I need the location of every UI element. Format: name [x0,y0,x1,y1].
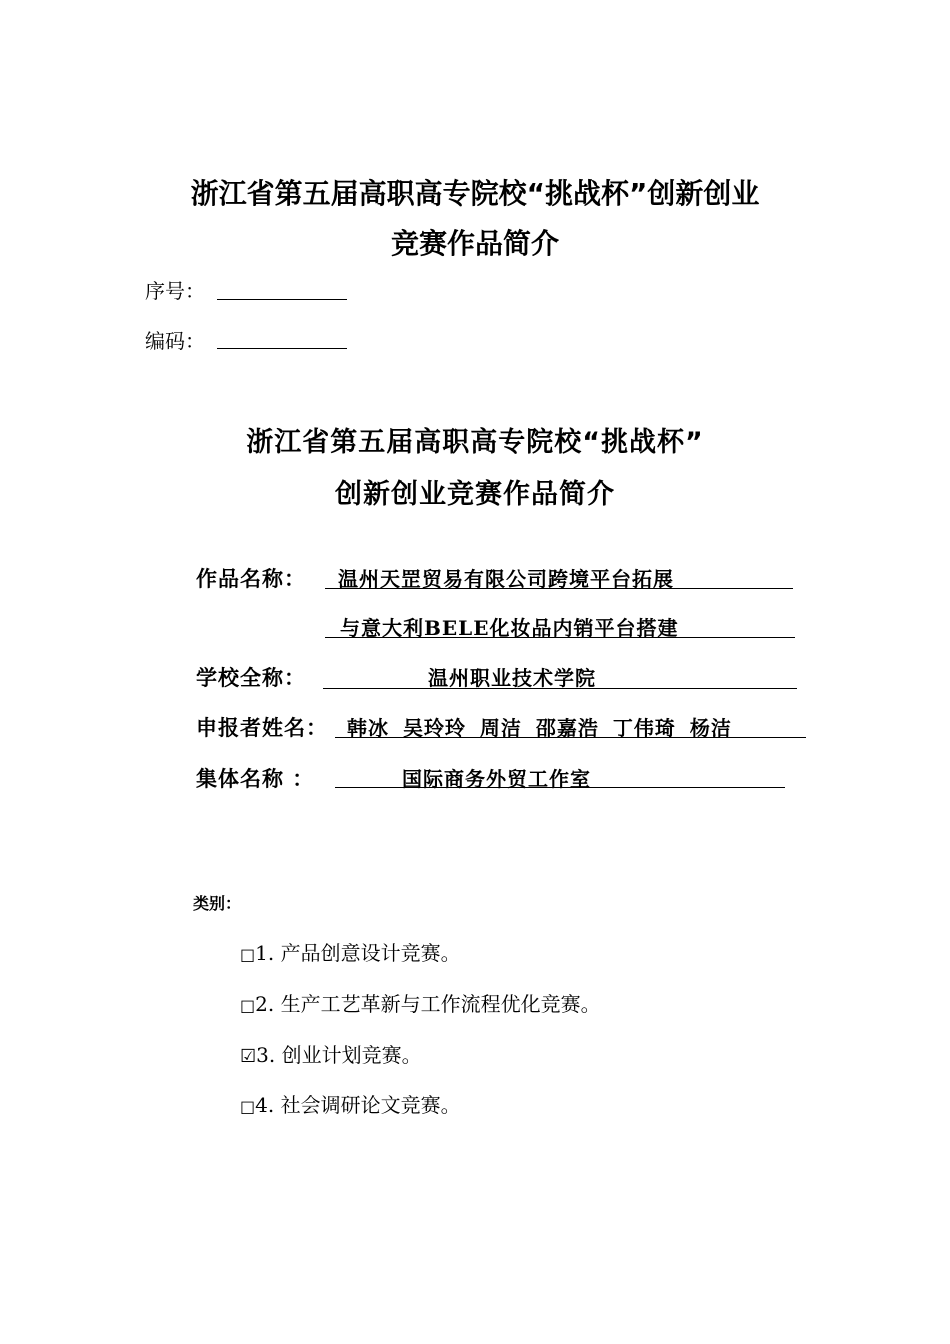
school-label: 学校全称： [196,665,306,690]
checked-checkbox-icon[interactable]: ☑ [240,1046,257,1067]
category-item-label: 2. 生产工艺革新与工作流程优化竞赛。 [255,992,601,1016]
checkbox-icon[interactable]: □ [240,1097,256,1116]
code-blank[interactable] [217,348,347,349]
applicants-underline [335,737,806,738]
main-title-line1: 浙江省第五届高职高专院校“挑战杯” [246,427,704,458]
work-name-underline2 [325,637,795,638]
category-title: 类别： [193,894,242,913]
school-value: 温州职业技术学院 [428,666,596,690]
group-label: 集体名称 ： [196,766,315,791]
category-item-label: 3. 创业计划竞赛。 [256,1043,422,1067]
group-value: 国际商务外贸工作室 [402,767,591,791]
category-item-1[interactable] [240,937,461,966]
checkbox-icon[interactable]: □ [240,945,256,964]
serial-label: 序号： [145,279,205,303]
category-item-label: 4. 社会调研论文竞赛。 [255,1093,461,1117]
code-label: 编码： [145,329,205,353]
category-item-label: 1. 产品创意设计竞赛。 [255,941,461,965]
school-underline [323,688,797,689]
category-item-2[interactable] [240,988,601,1017]
group-underline [335,787,785,788]
serial-blank[interactable] [217,299,347,300]
work-name-label: 作品名称： [196,566,306,591]
checkbox-icon[interactable]: □ [240,996,256,1015]
category-item-4[interactable] [240,1089,461,1118]
applicants-label: 申报者姓名： [196,715,328,740]
work-name-underline1 [325,588,793,589]
cover-title-line1: 浙江省第五届高职高专院校“挑战杯”创新创业 [190,177,760,210]
applicants-value: 韩冰 吴玲玲 周洁 邵嘉浩 丁伟琦 杨洁 [347,716,732,740]
category-item-3[interactable] [240,1039,422,1068]
cover-title-line2: 竞赛作品简介 [390,227,559,260]
work-name-line2: 与意大利BELE化妆品内销平台搭建 [340,616,679,640]
main-title-line2: 创新创业竞赛作品简介 [335,479,615,510]
work-name-line1: 温州天罡贸易有限公司跨境平台拓展 [338,567,674,591]
